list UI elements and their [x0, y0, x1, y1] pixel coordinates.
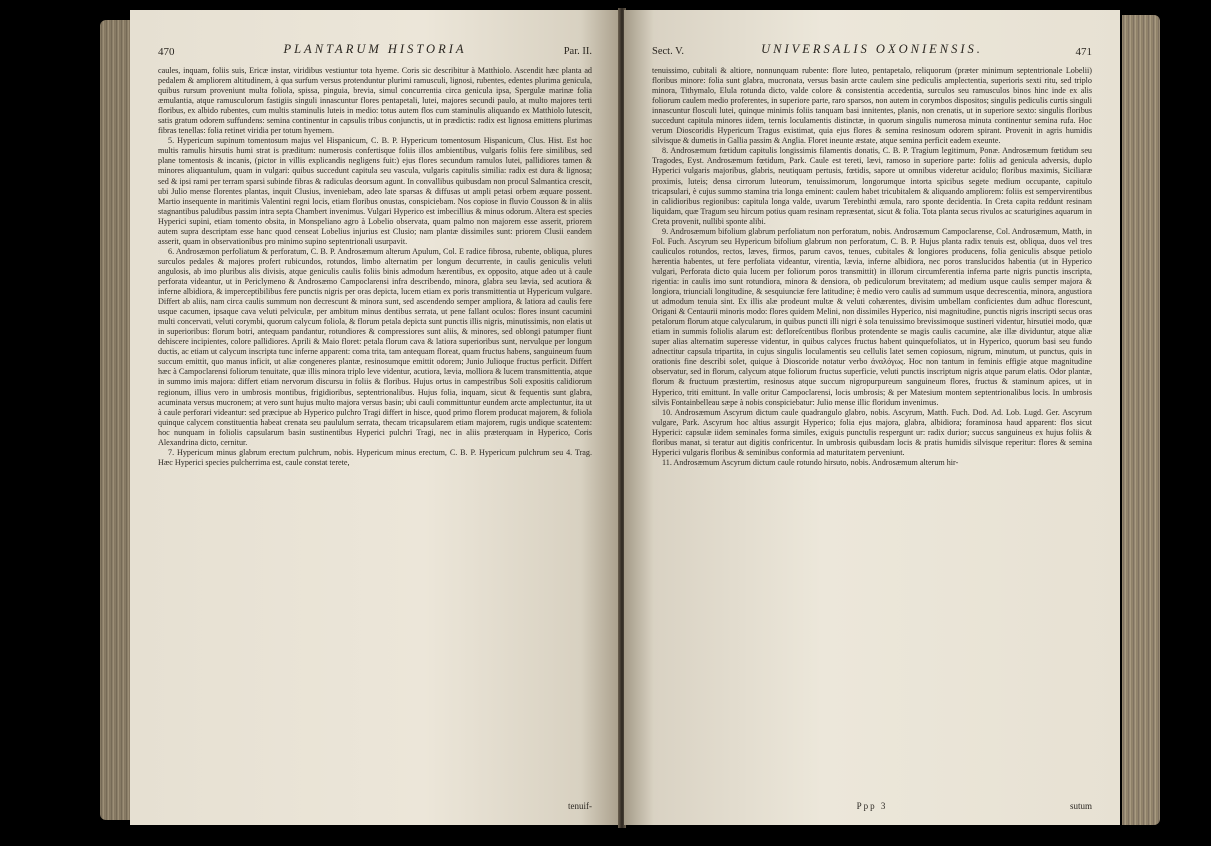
left-paragraph: caules, inquam, foliis suis, Ericæ instar, viridibus vestiuntur tota hyeme. Coris sic describitur à Matthiolo. Ascendit hæc planta ad pedalem & ampliorem altitudinem, à qua surfum versus protenduntur plurimi ramusculi, lignosi, rubentes, edentes plurima genicula, quibus rursum proveniunt multa foliola, spissa, pinguia, brevia, simul concurrentia circa genicula ipsa, Spergulæ marinæ folia æmulantia, atque ramusculorum fastigiis singuli innascuntur flores pentapetali, lutei, majores secundi paulo, at multo majores terti floribus, ex albido rubentes, cum multis staminulis luteis in medio: totus autem flos cum staminulis aliquando ex Matthiolo lutescit, satis gratum odorem suffundens: semina continentur in capsulis tribus conjunctis, ut in prædictis: radix est lignosa emittens plurimas fibras tenellas: folia retinet viridia per totum hyemem.: [158, 66, 592, 136]
left-paragraph: 7. Hypericum minus glabrum erectum pulchrum, nobis. Hypericum minus erectum, C. B. P. Hypericum pulchrum seu 4. Trag. Hæc Hyperici species pulcherrima est, caule constat terete,: [158, 447, 592, 467]
right-page-footer: [652, 801, 1092, 813]
left-page-footer: [158, 801, 592, 813]
right-page-edges: [1122, 15, 1160, 825]
left-paragraph: 6. Androsæmon perfoliatum & perforatum, C. B. P. Androsæmum alterum Apulum, Col. E radice fibrosa, rubente, obliqua, plures surculos pedales & majores profert rubicundos, rotundos, limbo alternatim per longum decurrente, in caulis geniculis veluti angulosis, ab imo pluribus alis divisis, atque geniculis caulis foliis binis admodum hærentibus, ex opposito, atque adeo ut à caule perforata videantur, ut in Periclymeno & Androsæmo Campoclarensi infra describendo, minora, glabra seu lævia, sed acutiora & inferne albidiora, & imperceptibilibus fere punctis nigris per oras depicta, lucem etiam ex poris transmittentia ut Hypericum vulgare. Differt ab aliis, nam circa caulis summum non decrescunt & minora sunt, sed ascendendo semper ampliora, & latiora ad caulis fere usque cacumen, ipsaque cava veluti pelviculæ, per ambitum minus dentibus serrata, ut pene fallant oculos: flores insunt cacumini multi concervati, veluti corymbi, quorum calycum foliola, & florum petala depicta sunt punctis illis nigris, minutissimis, non elatis ut in superioribus: florum botri, antequam pandantur, rotundiores & compressiores sunt aliis, & minores, sed oblongi patumper fiunt dehiscere incipientes, colore pallidiores. Aprili & Maio floret: petala florum cava & latiora superioribus sunt, nervulque per longum ductis, ac etiam ut calycum inscripta tunc inferne apparent: coma trita, tam antequam floreat, quam fructus habens, sanguineum fuum succum emittit, quo manus inficit, ut aliæ congeneres plantæ, resinosumque emittit odorem; Junio Julioque fructus perficit. Differt hæc à Campoclarensi foliorum tenuitate, quæ illis minora triplo leve videntur, acutiora, lævia, molliora & lucem transmittentia, atque in summo imis majora: differt etiam nervorum discursu in foliis & floribus. Hujus ortus in campestribus Soli expositis calidiorum regionum, illius vero in umbrosis montibus, frigidioribus, septentrionalibus. Hujus folia, inquam, sicut & fequentis sunt glabra, acuminata versus mucronem; at vero sunt hujus multo majora versus basin; ubi cauli committuntur eundem arcte amplectuntur, ita ut à caule perforari videantur: sed præcipue ab Hyperico pulchro Tragi differt in hisce, quod primo florem producat majorem, & foliola quinque calycem constituentia habeat crenata seu paululum serrata, thecam tricapsularem etiam majorem, rugis undique scatentem: hoc nunquam in foliolis capsularum basin sustinentibus Hyperici pulchri Tragi, nec in aliis præterquam in Hyperico, Coris Alexandrina dicto, cernitur.: [158, 246, 592, 447]
right-page-body: [652, 66, 1092, 468]
right-running-title: UNIVERSALIS OXONIENSIS.: [761, 42, 983, 56]
right-paragraph: 8. Androsæmum fœtidum capitulis longissimis filamentis donatis, C. B. P. Tragium legitimum, Ponæ. Androsæmum fœtidum seu Tragodes, Eyst. Androsæmum fœtidum, Park. Caule est tereti, lævi, ramoso in superiore parte: foliis ad genicula adversis, duplo Hyperici vulgaris majoribus, glabris, neutiquam pertusis, fœtidis, sapore ut omnibus videretur acidulo; floribus maximis, Siciliaræ proximis, luteis; densa cirrorum luteorum, tenuissimorum, longorumque intorta spicibus segete medium occupante, capitulo tricapsulari, è cujus summo stamina tria longa eminent: caulem habet tricubitalem & aliquando ampliorem: foliis est sempervirentibus in calidioribus regionibus: capitula longa valde, uvarum Terebinthi æmula, raro sponte decidentia. In Creta capita reddunt resinam liquidam, quæ Tragum seu hircum potius quam resinam repræsentat, sicut & folia. Tota planta secus rivulos ac scaturigines aquarum in Creta provenit, nullibi sponte alibi.: [652, 146, 1092, 226]
left-page-number: 470: [158, 46, 175, 58]
left-running-title: PLANTARUM HISTORIA: [283, 42, 467, 56]
open-book: [100, 0, 1160, 846]
right-paragraph: 9. Androsæmum bifolium glabrum perfoliatum non perforatum, nobis. Androsæmum Campoclarense, Col. Androsæmum, Matth, in Fol. Fuch. Ascyrum seu Hypericum bifolium glabrum non perforatum, C. B. P. Hujus planta radix tenuis est, obliqua, duos vel tres cauliculos rotundos, rectos, læves, firmos, parum cavos, tenues, cubitales & longiores producens, folia geniculis absque petiolo hærentia habentes, ut fere perfoliata videantur, virentia, lævia, inferne albidiora, nec poros translucidos habentia (ut in Hyperico vulgari, Perforata dicto quia lucem per foliorum poros transmittit) in illorum circumferentia inferna parte nigris punctis inscripta, rigentia: in caulis imo sunt rotundiora, minora & densiora, ob pediculorum brevitatem; ad medium usque caulis semper majora & longiora, triunciali longitudine, & sesquiunciæ fere latitudine; è medio vero caulis ad summum usque decrescentia, minora, angustiora ut admodum tenuia sint. Ex illis alæ prodeunt multæ & veluti cohærentes, divisim umbellam conficientes dum adhuc florescunt, Origani & Centaurii minoris modo: flores quidem Melini, non dissimiles Hyperico, nisi magnitudine, punctis nigris inscripti secus oras petalorum florum atque calycularum, in quibus puncti illi nigri è sola tenuissimo brevissimoque sustineri videntur, hirsutiei modo, quæ etiam in summis foliolis alarum est: defloreſcentibus floribus protendente se magis caulis cacumine, alæ illæ dividuntur, atque aliæ super alias alternatim superesse videntur, in quibus calyces fructus habent quinquefoliatos, ut in Hyperico, quorum basi seu fundo adnectitur capsula tripartita, in cujus singulis loculamentis seu cellulis latet semen copiosum, nigrum, minutum, ut punctus, quis in orationis fine describi solet, quique à Dioscoride notatur verbo ἀναλόγως. Hoc non tantum in feminis effigie atque magnitudine observatur, sed in florum, calycum atque foliorum fructus superficie, veluti punctis inscriptum nigris atque parum elatis. Odor plantæ, florum & fructuum præstertim, resinosus atque succum nigropurpureum sanguineum flores, fructus & staminum apices, ut in Hyperico, triti emittunt. In valle oritur Campoclarensi, locis umbrosis; & per Matesium montem septentrionalibus locis. In umbrosis silvis Fontainbelleau sæpe à nobis conspiciebatur: Julio mense illic floridum invenimus.: [652, 226, 1092, 407]
left-part-label: Par. II.: [563, 46, 592, 57]
left-page-header: [158, 40, 592, 66]
right-paragraph: tenuissimo, cubitali & altiore, nonnunquam rubente: flore luteo, pentapetalo, reliquorum (præter minimum septentrionale Lobelii) floribus minore: folia sunt glabra, mucronata, versus basin arcte caulem sine pediculis amplectentia, superioris sexti ritu, sed triplo minora, Tithymalo, Elula rotunda dicto, valde colore & consistentia accedentia, surculos seu ramusculos binos hinc inde ex alis foliorum caulem medio proferentes, in superiore parte, raro sparsos, non autem in corymbos dispositos; singulis pediculis curtis singuli innascuntur flosculi lutei, quinque minimis foliis tanquam basi innitentes, planis, non crenatis, ut in superiore sexto: singulis floribus succedunt capitula minores iidem, ternis loculamentis distinctæ, in quorum singulis numerosa minuta continentur semina rufa. Hoc verum Dioscoridis Hypericum Tragus existimat, quia ejus flores & semina resinosum odorem spirant. Provenit in agris humidis silvisque & dumetis in Gallia passim & Anglia. Floret ineunte æstate, atque semina perficit eadem exeunte.: [652, 66, 1092, 146]
right-page-number: 471: [1075, 46, 1092, 58]
right-paragraph: 10. Androsæmum Ascyrum dictum caule quadrangulo glabro, nobis. Ascyrum, Matth. Fuch. Dod. Ad. Lob. Lugd. Ger. Ascyrum vulgare, Park. Ascyrum hoc altius assurgit Hyperico; folia ejus majora, glabra, albidiora; foraminosa haud apparent: flos sicut Hyperici: capsulæ iidem seminales forma similes, exiguis punctulis respergunt ur: radix durior; succus sanguineus ex hujus foliis & floribus manat, si teratur aut digitis confricentur. In umbrosis quibusdam locis & pratis humidis silvisque reperitur: flores & semina Hyperici vulgaris floribus & seminibus conformia ad maturitatem perveniunt.: [652, 407, 1092, 457]
right-page: [624, 10, 1120, 825]
left-paragraph: 5. Hypericum supinum tomentosum majus vel Hispanicum, C. B. P. Hypericum tomentosum Hispanicum, Clus. Hist. Est hoc multis ramulis hirsutis humi strat is præditum: numerosis confertisque foliis illos ambientibus, vulgaris foliis fere similibus, sed plane tomentosis & incanis, (pictor in villis explicandis negligens fuit:) ejus flores secundum ramulos lutei, pallidiores tamen & minores aliquantulum, quam in vulgari: quibus succedunt capitula seu vascula, vulgaris capitulis similia: radix est dura & lignosa; sed & ipsi rami per terram sparsi subinde fibras & radiculas deorsum agunt. In convallibus quibusdam non procul Salmantica crescit, ubi Julio mense florentes plantas, inquit Clusius, inveniebam, adeo late sparsas & diffusas ut ampli petasi orbem æquare possent. Martio insequente in maritimis Valentini regni locis, etiam floribus onustas, conspiciebam. Nos copiose in fluvio Cousson & in aliis stagnantibus paludibus passim intra septa Chambert invenimus. Vulgari Hyperico est imbecillius & minus odorum. Altera est species Hyperici supini, etiam tomento obsita, in Monspeliano agro à Lobelio observata, quam palmo non majorem esse asserit, priorem autem supra descriptam esse hanc quod censeat Lobelius injurius est Clusio; nam plantæ dissimiles sunt: priorem Clusii eandem asserit, quam in observationibus pro minimo supino septentrionali usurpavit.: [158, 136, 592, 246]
right-catchword: sutum: [1069, 801, 1092, 811]
left-catchword: tenuif-: [568, 801, 592, 811]
signature-mark: Ppp 3: [856, 801, 888, 811]
right-paragraph: 11. Androsæmum Ascyrum dictum caule rotundo hirsuto, nobis. Androsæmum alterum hir-: [662, 457, 959, 467]
right-section-label: Sect. V.: [652, 46, 684, 57]
left-page: [130, 10, 620, 825]
left-page-body: [158, 66, 592, 468]
right-page-header: [652, 40, 1092, 66]
